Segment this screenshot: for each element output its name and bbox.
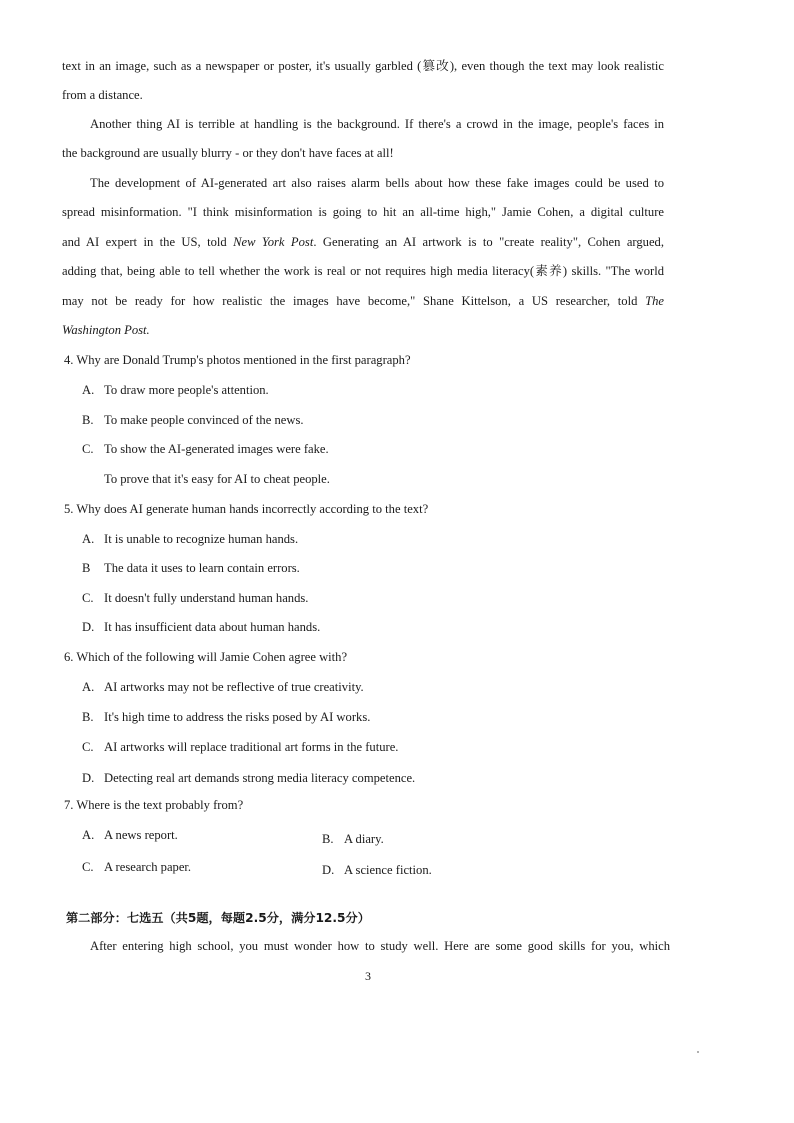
question-5-stem: Why does AI generate human hands incorrectly according to the text? [76, 502, 429, 516]
passage-line-7a: and AI expert in the US, told [62, 235, 227, 249]
passage-line-2: from a distance. [62, 88, 143, 102]
page-number: 3 [365, 969, 371, 983]
option-text: It's high time to address the risks posed by AI works. [104, 710, 371, 724]
option-label: B. [322, 832, 334, 846]
question-7-option-b[interactable] [322, 831, 384, 847]
question-6-option-a[interactable] [82, 679, 364, 695]
passage-line-8: adding that, being able to tell whether the work is real or not requires high media literacy(素养) skills. "The world [62, 264, 664, 278]
option-text: It has insufficient data about human hands. [104, 620, 321, 634]
question-5 [64, 501, 428, 517]
passage-line-3: Another thing AI is terrible at handling is the background. If there's a crowd in the image, people's faces in [90, 117, 664, 131]
option-text: Detecting real art demands strong media literacy competence. [104, 771, 416, 785]
option-label: C. [82, 860, 94, 874]
question-4-option-a[interactable] [82, 382, 269, 398]
option-text: To prove that it's easy for AI to cheat people. [104, 472, 330, 486]
question-6-option-c[interactable] [82, 739, 398, 755]
option-text: To show the AI-generated images were fake. [104, 442, 329, 456]
passage-line-7b: . Generating an AI artwork is to "create reality", Cohen argued, [313, 235, 665, 249]
option-text: A diary. [344, 832, 384, 846]
question-7 [64, 797, 243, 813]
passage-line-5: The development of AI-generated art also raises alarm bells about how these fake images could be used to [90, 176, 664, 190]
passage-line-9 [62, 293, 664, 309]
question-5-option-d[interactable] [82, 619, 320, 635]
question-4-option-d[interactable] [82, 471, 330, 487]
question-5-option-c[interactable] [82, 590, 308, 606]
question-4-number: 4. [64, 353, 74, 367]
option-text: The data it uses to learn contain errors. [104, 561, 300, 575]
question-6-option-b[interactable] [82, 709, 370, 725]
newspaper-name-washington-post: Washington Post. [62, 323, 150, 337]
option-text: It is unable to recognize human hands. [104, 532, 299, 546]
option-label: C. [82, 442, 94, 456]
passage-line-4: the background are usually blurry - or they don't have faces at all! [62, 146, 394, 160]
question-6-option-d[interactable] [82, 770, 415, 786]
question-4-option-b[interactable] [82, 412, 304, 428]
passage-line-6: spread misinformation. "I think misinformation is going to hit an all-time high," Jamie Cohen, a digital culture [62, 205, 664, 219]
option-label: C. [82, 591, 94, 605]
section-2-intro: After entering high school, you must wonder how to study well. Here are some good skills for you, which [90, 939, 670, 953]
question-4-stem: Why are Donald Trump's photos mentioned in the first paragraph? [76, 353, 411, 367]
option-label: D. [82, 771, 95, 785]
option-label: D. [322, 863, 335, 877]
option-label: B. [82, 710, 94, 724]
option-text: A news report. [104, 828, 178, 842]
newspaper-name-new-york-post: New York Post [233, 235, 314, 249]
question-5-number: 5. [64, 502, 74, 516]
question-7-stem: Where is the text probably from? [76, 798, 244, 812]
option-text: A science fiction. [344, 863, 432, 877]
question-7-option-a[interactable] [82, 827, 178, 843]
newspaper-name-the: The [645, 294, 664, 308]
question-6-stem: Which of the following will Jamie Cohen agree with? [76, 650, 348, 664]
passage-line-10 [62, 322, 664, 338]
option-text: AI artworks may not be reflective of true creativity. [104, 680, 364, 694]
question-7-number: 7. [64, 798, 74, 812]
option-label: A. [82, 383, 95, 397]
passage-line-9a: may not be ready for how realistic the images have become," Shane Kittelson, a US researcher, told [62, 294, 638, 308]
question-7-option-c[interactable] [82, 859, 191, 875]
option-label: A. [82, 828, 95, 842]
section-2-heading: 第二部分：七选五（共5题，每题2.5分，满分12.5分） [66, 911, 370, 925]
passage-line-7 [62, 234, 664, 250]
option-text: AI artworks will replace traditional art forms in the future. [104, 740, 399, 754]
option-label: B [82, 561, 91, 575]
option-label: C. [82, 740, 94, 754]
option-label: A. [82, 680, 95, 694]
passage-line-1: text in an image, such as a newspaper or poster, it's usually garbled (篡改), even though the text may look realistic [62, 59, 664, 73]
option-label: A. [82, 532, 95, 546]
option-text: A research paper. [104, 860, 192, 874]
option-label: B. [82, 413, 94, 427]
question-4-option-c[interactable] [82, 441, 329, 457]
question-5-option-a[interactable] [82, 531, 298, 547]
scan-speck [697, 1051, 699, 1053]
question-5-option-b[interactable] [82, 560, 300, 576]
option-text: To make people convinced of the news. [104, 413, 304, 427]
option-text: It doesn't fully understand human hands. [104, 591, 309, 605]
option-text: To draw more people's attention. [104, 383, 269, 397]
question-4 [64, 352, 411, 368]
question-6 [64, 649, 347, 665]
option-label: D. [82, 620, 95, 634]
question-6-number: 6. [64, 650, 74, 664]
question-7-option-d[interactable] [322, 862, 432, 878]
